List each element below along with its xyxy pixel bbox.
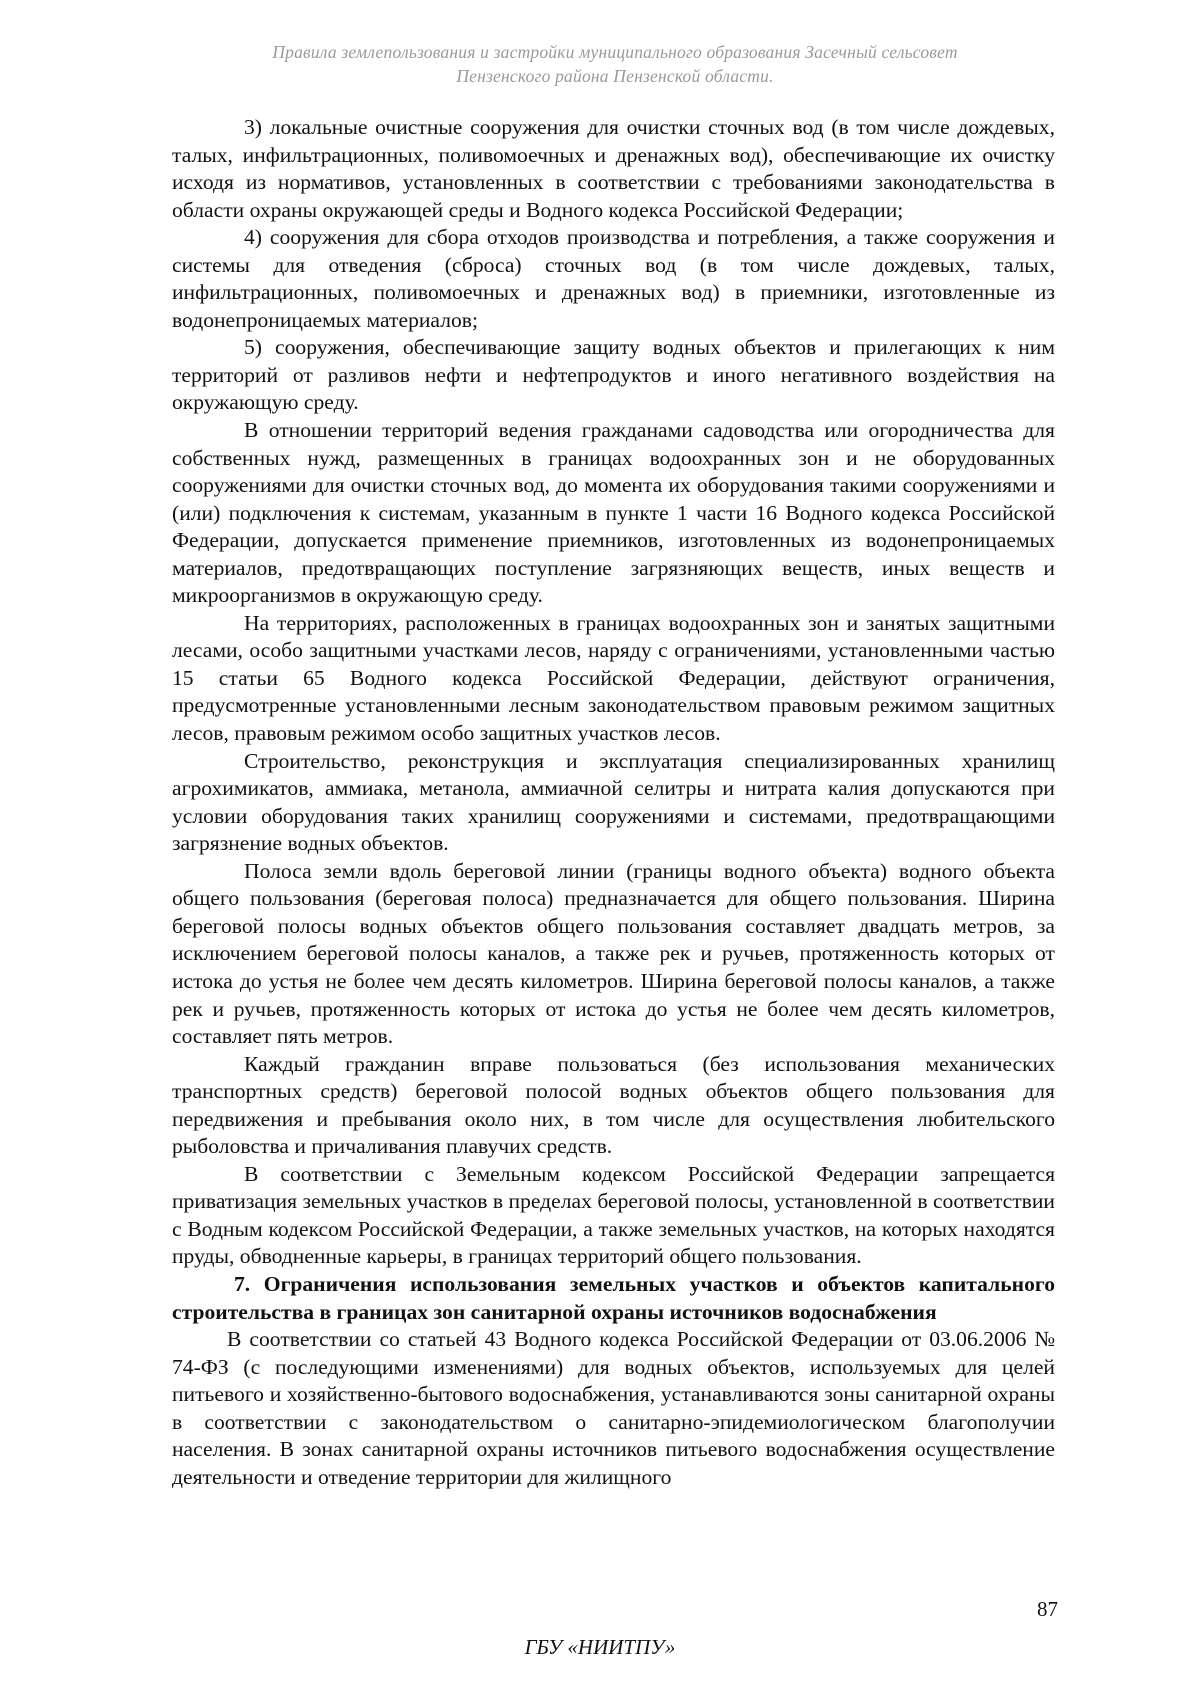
section-heading: 7. Ограничения использования земельных участков и объектов капитального строительства в границах зон санитарной охраны источников водоснабжения [172,1271,1055,1324]
running-header [175,40,1055,88]
document-body [172,114,1055,1491]
paragraph-item-3: 3) локальные очистные сооружения для очистки сточных вод (в том числе дождевых, талых, инфильтрационных, поливомоечных и дренажных вод), обеспечивающие их очистку исходя из нормативов, установленных в соответствии с требованиями законодательства в области охраны окружающей среды и Водного кодекса Российской Федерации; [172,115,1055,222]
paragraph-item-5: 5) сооружения, обеспечивающие защиту водных объектов и прилегающих к ним территорий от разливов нефти и нефтепродуктов и иного негативного воздействия на окружающую среду. [172,335,1055,415]
paragraph-citizen-rights: Каждый гражданин вправе пользоваться (без использования механических транспортных средств) береговой полосой водных объектов общего пользования для передвижения и пребывания около них, в том числе для осуществления любительского рыболовства и причаливания плавучих средств. [172,1051,1055,1159]
paragraph-gardening-territories: В отношении территорий ведения гражданами садоводства или огородничества для собственных нужд, размещенных в границах водоохранных зон и не оборудованных сооружениями для очистки сточных вод, до момента их оборудования такими сооружениями и (или) подключения к системам, указанным в пункте 1 части 16 Водного кодекса Российской Федерации, допускается применение приемников, изготовленных из водонепроницаемых материалов, предотвращающих поступление загрязняющих веществ, иных веществ и микроорганизмов в окружающую среду. [172,418,1055,608]
paragraph-agrochemical-storage: Строительство, реконструкция и эксплуатация специализированных хранилищ агрохимикатов, аммиака, метанола, аммиачной селитры и нитрата калия допускаются при условии оборудования таких хранилищ сооружениями и системами, предотвращающими загрязнение водных объектов. [172,748,1055,856]
page-number: 87 [1037,1597,1058,1621]
paragraph-protective-forests: На территориях, расположенных в границах водоохранных зон и занятых защитными лесами, особо защитными участками лесов, наряду с ограничениями, установленными частью 15 статьи 65 Водного кодекса Российской Федерации, действуют ограничения, предусмотренные установленными лесным законодательством правовым режимом защитных лесов, правовым режимом особо защитных участков лесов. [172,610,1055,746]
paragraph-privatization: В соответствии с Земельным кодексом Российской Федерации запрещается приватизация земельных участков в пределах береговой полосы, установленной в соответствии с Водным кодексом Российской Федерации, а также земельных участков, на которых находятся пруды, обводненные карьеры, в границах территорий общего пользования. [172,1161,1055,1269]
paragraph-shore-strip: Полоса земли вдоль береговой линии (границы водного объекта) водного объекта общего пользования (береговая полоса) предназначается для общего пользования. Ширина береговой полосы водных объектов общего пользования составляет двадцать метров, за исключением береговой полосы каналов, а также рек и ручьев, протяженность которых от истока до устья не более чем десять километров. Ширина береговой полосы каналов, а также рек и ручьев, протяженность которых от истока до устья не более чем десять километров, составляет пять метров. [172,858,1055,1049]
section-paragraph: В соответствии со статьей 43 Водного кодекса Российской Федерации от 03.06.2006 № 74-ФЗ (с последующими изменениями) для водных объектов, используемых для целей питьевого и хозяйственно-бытового водоснабжения, устанавливаются зоны санитарной охраны в соответствии с законодательством о санитарно-эпидемиологическом благополучии населения. В зонах санитарной охраны источников питьевого водоснабжения осуществление деятельности и отведение территории для жилищного [172,1327,1055,1489]
running-header-line-1: Правила землепользования и застройки муниципального образования Засечный сельсовет [272,42,958,62]
page-footer: ГБУ «НИИТПУ» [524,1635,676,1659]
running-header-line-2: Пензенского района Пензенской области. [456,66,774,86]
paragraph-item-4: 4) сооружения для сбора отходов производства и потребления, а также сооружения и системы для отведения (сброса) сточных вод (в том числе дождевых, талых, инфильтрационных, поливомоечных и дренажных вод) в приемники, изготовленные из водонепроницаемых материалов; [172,225,1055,332]
